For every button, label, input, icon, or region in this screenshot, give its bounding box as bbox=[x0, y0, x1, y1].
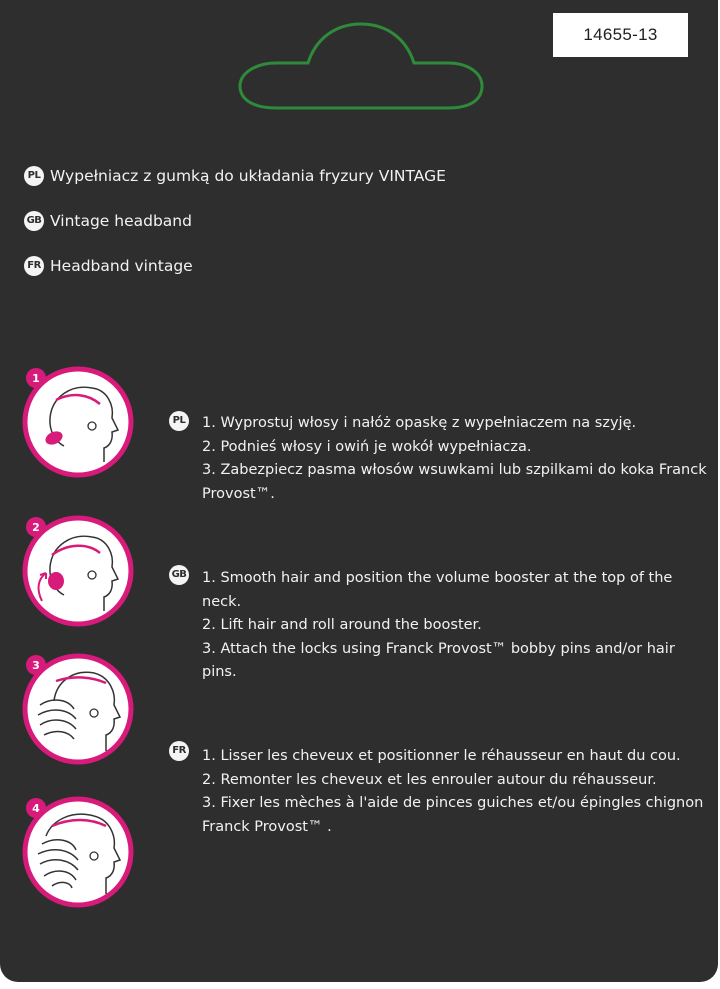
instruction-line: 2. Podnieś włosy i owiń je wokół wypełniacza. bbox=[202, 438, 532, 455]
step-4-illustration bbox=[22, 796, 134, 908]
instructions-badge-pl: PL bbox=[169, 411, 189, 431]
step-number: 3 bbox=[32, 659, 40, 672]
instructions-fr bbox=[202, 745, 712, 839]
instruction-line: 3. Attach the locks using Franck Provost™ bobby pins and/or hair pins. bbox=[202, 640, 675, 680]
step-1-illustration bbox=[22, 366, 134, 478]
hang-hole-outline bbox=[236, 18, 486, 110]
instruction-line: 1. Lisser les cheveux et positionner le réhausseur en haut du cou. bbox=[202, 748, 681, 764]
lang-badge-gb: GB bbox=[24, 211, 44, 231]
instruction-line: 3. Fixer les mèches à l'aide de pinces guiches et/ou épingles chignon Franck Provost™ . bbox=[202, 795, 704, 835]
instructions-badge-fr: FR bbox=[169, 741, 189, 761]
instruction-line: 1. Wyprostuj włosy i nałóż opaskę z wypełniaczem na szyję. bbox=[202, 415, 637, 431]
step-3-illustration bbox=[22, 653, 134, 765]
product-code: 14655-13 bbox=[553, 13, 688, 57]
step-2-illustration bbox=[22, 515, 134, 627]
step-number: 2 bbox=[32, 521, 40, 534]
step-number: 4 bbox=[32, 802, 40, 815]
instruction-line: 2. Remonter les cheveux et les enrouler autour du réhausseur. bbox=[202, 771, 657, 788]
title-text-fr: Headband vintage bbox=[50, 257, 193, 275]
instructions-badge-gb: GB bbox=[169, 565, 189, 585]
instruction-line: 1. Smooth hair and position the volume booster at the top of the neck. bbox=[202, 570, 673, 610]
lang-badge-pl: PL bbox=[24, 166, 44, 186]
title-text-gb: Vintage headband bbox=[50, 212, 192, 230]
instructions-gb bbox=[202, 567, 712, 685]
instruction-line: 3. Zabezpiecz pasma włosów wsuwkami lub szpilkami do koka Franck Provost™. bbox=[202, 462, 707, 502]
instruction-line: 2. Lift hair and roll around the booster. bbox=[202, 617, 482, 633]
title-text-pl: Wypełniacz z gumką do układania fryzury VINTAGE bbox=[50, 167, 446, 185]
lang-badge-fr: FR bbox=[24, 256, 44, 276]
step-number: 1 bbox=[32, 372, 40, 385]
instructions-pl bbox=[202, 412, 712, 506]
